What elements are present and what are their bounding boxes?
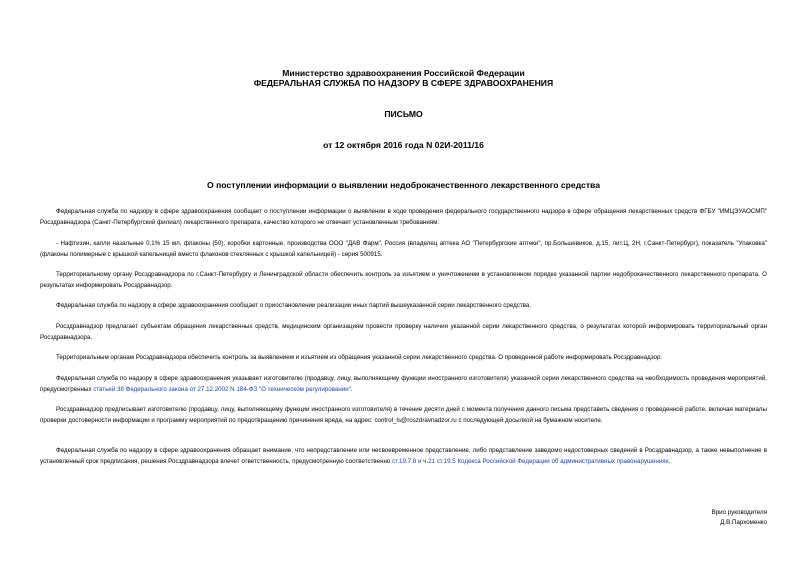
administrative-code-link[interactable]: Кодекса Российской Федерации об административных правонарушениях — [457, 457, 669, 465]
paragraph-9-end: . — [668, 457, 671, 465]
paragraph-1: Федеральная служба по надзору в сфере здравоохранения сообщает о поступлении информации о выявлении в ходе проведения федерального государственного надзора в сфере обращения лекарственных средств ФГБУ "ИМЦЭУАОСМП" Росздравнадзора (Санкт-Петербургский филиал) лекарственного препарата, качество которого не отвечает установленным требованиям: — [40, 208, 767, 226]
paragraph-9-text: Федеральная служба по надзору в сфере здравоохранения обращает внимание, что непредставление или несвоевременное представление, либо представление заведомо недостоверных сведений в Росздравнадзор, а также невыполнение в установленный срок предписания, решения Росздравнадзора влечет ответственность, предусмотренную соответственно — [40, 447, 767, 465]
paragraph-7-end: . — [350, 385, 353, 393]
law-article-38-link[interactable]: статьей 38 Федерального закона от 27.12.2002 N 184-ФЗ "О техническом регулировании" — [93, 385, 351, 393]
paragraph-6: Территориальным органам Росздравнадзора обеспечить контроль за выявлением и изъятием из обращения указанной серии лекарственного средства. О проведенной работе информировать Росздравнадзор. — [56, 354, 663, 361]
paragraph-5: Росздравнадзор предлагает субъектам обращения лекарственных средств, медицинским организациям провести проверку наличия указанной серии лекарственного средства, о результатах которой информировать территориальный орган Росздравнадзора. — [40, 323, 767, 341]
paragraph-4: Федеральная служба по надзору в сфере здравоохранения сообщает о приостановлении реализации иных партий вышеуказанной серии лекарственного средства. — [56, 302, 532, 309]
paragraph-3: Территориальному органу Росздравнадзора по г.Санкт-Петербургу и Ленинградской области обеспечить контроль за изъятием и уничтожением в установленном порядке указанной партии недоброкачественного лекарственного препарата. О результатах информировать Росздравнадзор. — [40, 271, 767, 289]
service-heading: ФЕДЕРАЛЬНАЯ СЛУЖБА ПО НАДЗОРУ В СФЕРЕ ЗДРАВООХРАНЕНИЯ — [253, 78, 554, 88]
paragraph-9 — [40, 446, 767, 467]
paragraph-7-text: Федеральная служба по надзору в сфере здравоохранения указывает изготовителю (продавцу, лицу, выполняющему функции иностранного изготовителя) указанной серии лекарственного средства на необходимость проведения мероприятий, предусмотренных — [40, 375, 767, 393]
article-19-5-link[interactable]: и ч.21 ст.19.5 — [417, 457, 456, 465]
signature-position: Врио руководителя — [711, 509, 767, 516]
article-19-7-8-link[interactable]: ст.19.7.8 — [392, 457, 417, 465]
paragraph-7 — [40, 374, 767, 395]
document-date-number: от 12 октября 2016 года N 02И-2011/16 — [323, 140, 484, 150]
paragraph-2: - Нафтизин, капли назальные 0,1% 15 мл, флаконы (50), коробки картонные, производства ООО "ДАВ Фарм", Россия (владелец аптека АО "Петербургские аптеки", пр.Большевиков, д.15, лит.Ц, 2Н, г.Санкт-Петербург), показатель "Упаковка" (флаконы полимерные с крышкой капельницей вместо флаконов стеклянных с крышкой капельницей) - серия 500915. — [40, 240, 767, 258]
document-subject: О поступлении информации о выявлении недоброкачественного лекарственного средства — [207, 180, 600, 190]
ministry-heading: Министерство здравоохранения Российской Федерации — [282, 68, 525, 78]
paragraph-8: Росздравнадзор предписывает изготовителю (продавцу, лицу, выполняющему функции иностранного изготовителя) в течение десяти дней с момента получения данного письма представить сведения о проведенной работе, включая материалы проверки достоверности информации и программу мероприятий по предотвращению причинения вреда, на адрес: control_ls@roszdravnadzor.ru с последующей досылкой на бумажном носителе. — [40, 406, 767, 424]
signature-name: Д.В.Пархоменко — [720, 519, 767, 526]
document-type: ПИСЬМО — [384, 109, 423, 119]
